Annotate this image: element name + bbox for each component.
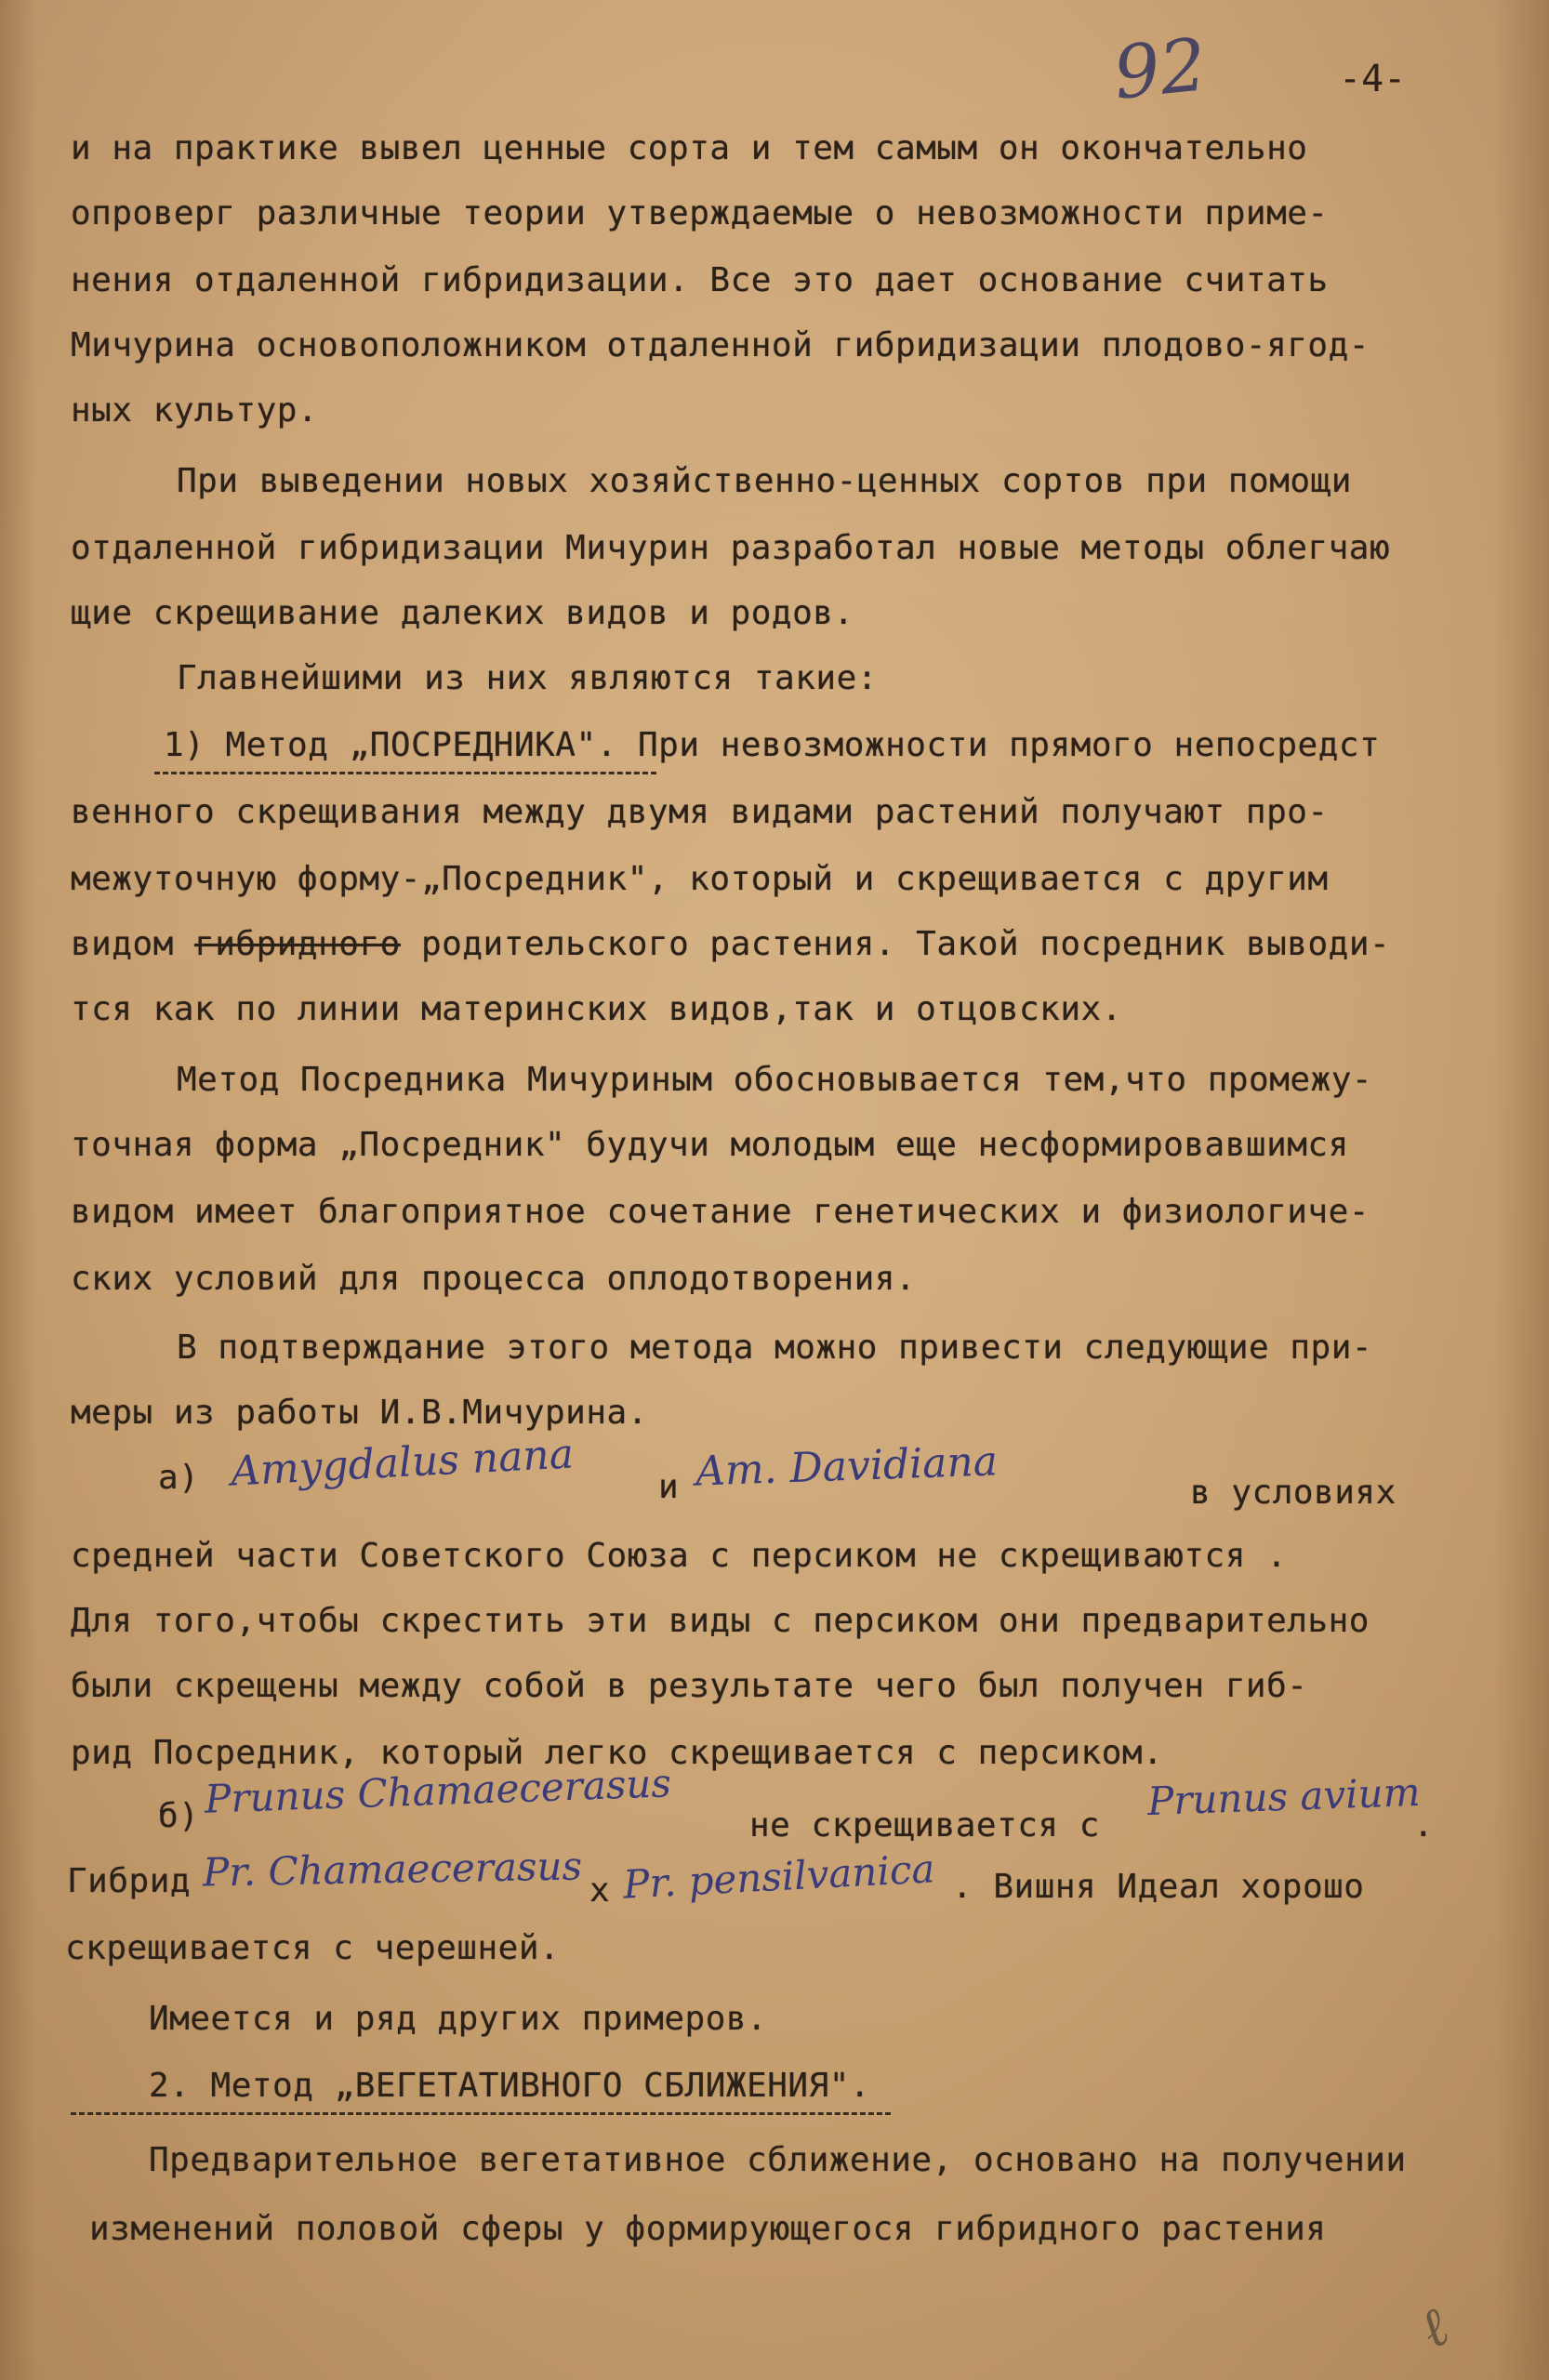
text-line: Имеется и ряд других примеров. xyxy=(149,2000,768,2038)
text-line: x xyxy=(589,1871,611,1910)
text-line: ных культур. xyxy=(71,391,319,430)
example-a-label: а) xyxy=(158,1459,200,1497)
text-line: изменений половой сферы у формирующегося гибридного растения xyxy=(89,2210,1327,2248)
text-line: Мичурина основоположником отдаленной гибридизации плодово-ягод- xyxy=(71,326,1370,364)
text-line: межуточную форму-„Посредник", который и скрещивается с другим xyxy=(71,860,1329,898)
handwritten-species-name: Pr. pensilvanica xyxy=(621,1845,936,1908)
text-line: В подтверждание этого метода можно привести следующие при- xyxy=(177,1329,1373,1367)
text-line: скрещивается с черешней. xyxy=(65,1929,561,1967)
text-line: Главнейшими из них являются такие: xyxy=(177,659,878,697)
handwritten-species-name: Pr. Chamaecerasus xyxy=(202,1843,583,1896)
method-1-underline xyxy=(154,772,656,774)
text-line: Гибрид xyxy=(67,1862,192,1900)
example-b-label: б) xyxy=(158,1797,200,1835)
text-line: Предварительное вегетативное сближение, основано на получении xyxy=(149,2141,1407,2179)
method-2-underline xyxy=(71,2112,891,2115)
handwritten-species-name: Am. Davidiana xyxy=(695,1437,999,1496)
page-shadow-left xyxy=(0,0,37,2380)
text-line: щие скрещивание далеких видов и родов. xyxy=(71,594,854,632)
text-line: тся как по линии материнских видов,так и отцовских. xyxy=(71,990,1122,1028)
text-line: меры из работы И.В.Мичурина. xyxy=(71,1394,648,1432)
text-line: Для того,чтобы скрестить эти виды с персиком они предварительно xyxy=(71,1602,1370,1640)
text-line: и на практике вывел ценные сорта и тем самым он окончательно xyxy=(71,129,1308,167)
text-line xyxy=(71,924,1390,965)
method-2-heading-line: 2. Метод „ВЕГЕТАТИВНОГО СБЛИЖЕНИЯ". xyxy=(149,2067,871,2105)
text-line: венного скрещивания между двумя видами растений получают про- xyxy=(71,793,1329,831)
archive-folio-mark: 92 xyxy=(1109,23,1211,116)
text-line: были скрещены между собой в результате чего был получен гиб- xyxy=(71,1667,1308,1705)
method-1-heading-line: 1) Метод „ПОСРЕДНИКА". При невозможности прямого непосредст xyxy=(164,726,1381,764)
text-line: Метод Посредника Мичуриным обосновывается тем,что промежу- xyxy=(177,1061,1373,1099)
text-line: . Вишня Идеал хорошо xyxy=(952,1868,1365,1906)
text-line: видом имеет благоприятное сочетание генетических и физиологиче- xyxy=(71,1193,1370,1231)
page-number: -4- xyxy=(1339,58,1407,100)
pencil-mark-graphic: ℓ xyxy=(1409,2294,1459,2361)
text-line: При выведении новых хозяйственно-ценных сортов при помощи xyxy=(177,462,1352,500)
struck-out-word: гибридного xyxy=(194,925,401,963)
text-line: отдаленной гибридизации Мичурин разработал новые методы облегчаю xyxy=(71,529,1391,567)
handwritten-species-name: Amygdalus nana xyxy=(229,1430,576,1496)
handwritten-species-name: Prunus Chamaecerasus xyxy=(204,1760,672,1822)
text-line: . xyxy=(1413,1806,1435,1844)
text-line: опроверг различные теории утверждаемые о невозможности приме- xyxy=(71,194,1329,232)
text-line: средней части Советского Союза с персиком не скрещиваются . xyxy=(71,1537,1288,1575)
text-line: нения отдаленной гибридизации. Все это дает основание считать xyxy=(71,261,1329,299)
text-line: ских условий для процесса оплодотворения. xyxy=(71,1260,917,1298)
text-line: в условиях xyxy=(1190,1474,1397,1512)
handwritten-species-name: Prunus avium xyxy=(1146,1768,1422,1825)
text-fragment: родительского растения. Такой посредник выводи- xyxy=(421,925,1391,963)
text-line: точная форма „Посредник" будучи молодым еще несформировавшимся xyxy=(71,1126,1349,1164)
text-line: рид Посредник, который легко скрещивается с персиком. xyxy=(71,1734,1164,1772)
page-shadow-right xyxy=(1493,0,1549,2380)
text-line: и xyxy=(658,1468,680,1506)
text-line: не скрещивается с xyxy=(749,1806,1100,1844)
text-fragment: видом xyxy=(71,925,174,963)
